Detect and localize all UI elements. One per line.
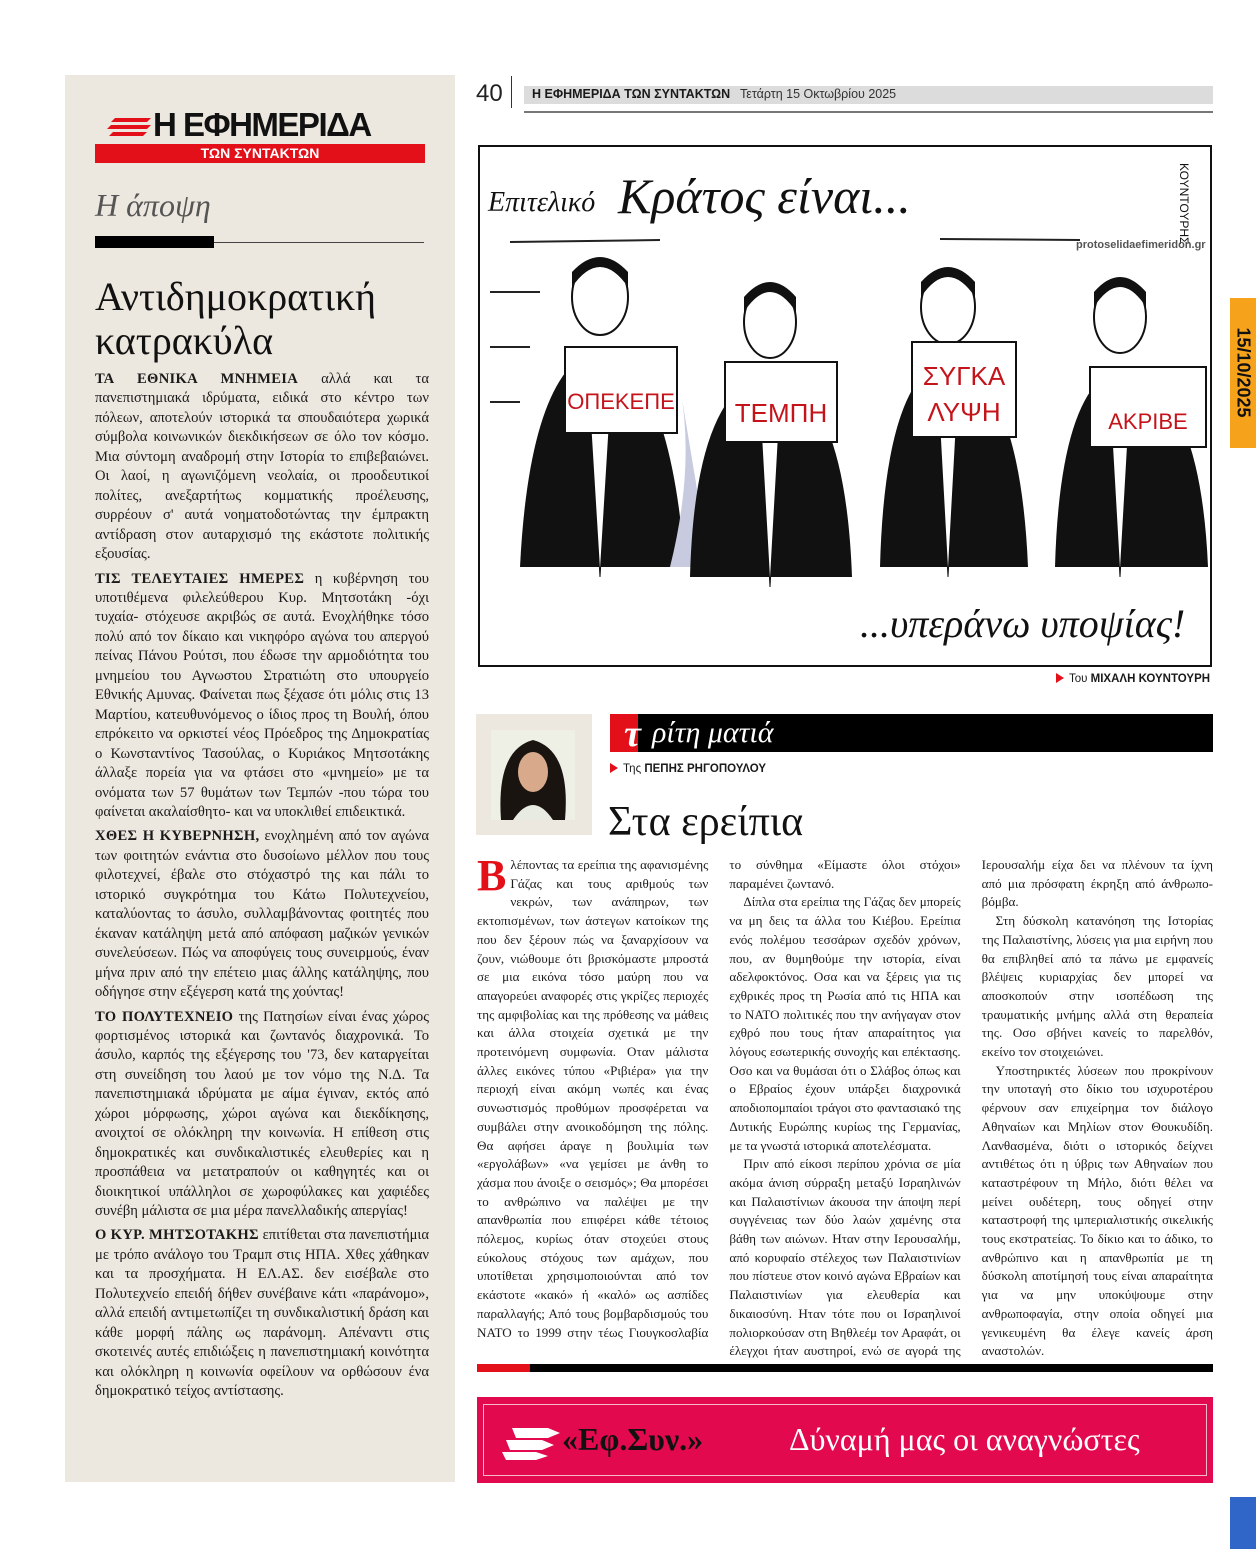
paragraph-text: λέποντας τα ερείπια της αφανισμένης Γάζας και τους αριθμούς των νεκρών, των ανάπηρων, των εκτοπισμένων, των άστεγων κατοίκων της που δεν ξέρουν πώς να ξαναρχίσουν να ζουν, νιώθουμε ότι βρισκόμαστε μπροστά σε μια εικόνα τόσο μαύρη που να απαγορεύει αναφορές στις γκρίζες περιοχές της αμφιβολίας και της πρόθεσης να μάθεις και άλλα στοιχεία σχετικά με την προτεινόμενη συμφωνία. Οταν μάλιστα άλλες εικόνες τύπου «Ριβιέρα» για την περιοχή είναι ακόμη νωπές και ένας συνωστισμός προθύμων προσφέρεται να συμβάλει στην ανοικοδόμηση της πόλης. Θα αφήσει άραγε η βουλιμία των «εργολάβων» «να γεμίσει με άνθη το χάσμα που άνοιξε ο σεισμός»; Θα μπορέσει το ανθρώπινο να παλέψει με την απανθρωπία που επιφέρει κάθε τέτοιος πόλεμος, κυρίως όταν στοχεύει στους εύκολους στόχους των αμάχων, που υποτίθεται χρησιμοποιούνται από τον εκάστοτε «κακό» ή «καλό» ως ασπίδες παραλλαγής; Από τους βομβαρδισμούς του ΝΑΤΟ το 1999 στην τέως Γιουγκοσλαβία το σύνθημα «Είμαστε όλοι στόχοι» παραμένει ζωντανό. xyxy=(477,857,961,1340)
page-number: 40 xyxy=(476,80,503,107)
article-paragraph: Στη δύσκολη κατανόηση της Ιστορίας της Παλαιστίνης, λύσεις για μια ειρήνη που θα επιβληθεί από τα πάνω με εμφανείς βλέψεις κυριαρχίας δεν μπορεί να αποσκοπούν στην ισοπέδωση της τραυματικής μνήμης αλλά στη θεραπεία της. Οσο σβήνει κανείς το παρελθόν, εκείνο τον στοιχειώνει. xyxy=(981,913,1213,1060)
article-title: Στα ερείπια xyxy=(608,799,804,845)
triangle-bullet-icon xyxy=(610,763,618,773)
date-tab xyxy=(1230,298,1256,448)
banner-frame xyxy=(483,1404,1207,1476)
paragraph-text: επιτίθεται στα πανεπιστήμια με τρόπο ανάλογο του Τραμπ στις ΗΠΑ. Χθες χάθηκαν και τα προσχήματα. Η ΕΛ.ΑΣ. δεν εισέβαλε στο Πολυτεχνείο επειδή δήθεν συνέβαινε κάτι «παράνομο», αλλά επειδή αντιμετωπίζει τη συνδικαλιστική δράση και κάθε μορφή πάλης ως παράνομη. Απέναντι στις σκοτεινές αυτές επιδιώξεις η πανεπιστημιακή κοινότητα και ολόκληρη η κοινωνία οφείλουν να ορθώσουν ένα δημοκρατικό τείχος αντίστασης. xyxy=(95,1227,430,1400)
cartoon-caption-small: Επιτελικό xyxy=(488,187,596,218)
paragraph-lead: ΤΟ ΠΟΛΥΤΕΧΝΕΙΟ xyxy=(95,1008,234,1025)
cartoon-drawing xyxy=(480,147,1210,665)
paragraph-lead: Ο ΚΥΡ. ΜΗΤΣΟΤΑΚΗΣ xyxy=(95,1227,259,1244)
article-paragraph: Πριν από είκοσι περίπου χρόνια σε μία ακόμα άνιση σύρραξη μεταξύ Ισραηλινών και Παλαιστίνιων άκουσα την άποψη περί συγγένειας των δύο λαών χαμένης στα βάθη των αιώνων. Ηταν στην Ιερουσαλήμ, από κορυφαίο στέλεχος των Παλαιστινίων που πίστευε στον κοινό αγώνα Εβραίων και Παλαιστινίων για ελευθερία και δικαιοσύνη. Ηταν τότε που οι Ισραηλινοί πολιορκούσαν στη Βηθλεέμ τον Αραφάτ, οι έλεγχοι ήταν αυστηροί, ενώ σε αγορά της Ιερουσαλήμ είχα δει να πλένουν τα ίχνη από μια πρόσφατη έκρηξη από άνθρωπο-βόμβα. xyxy=(729,857,1213,1359)
sign-text: ΛΥΨΗ xyxy=(927,397,1001,427)
editorial-paragraph xyxy=(95,827,429,1002)
column-name-initial: τ xyxy=(624,713,641,755)
sign-text: ΑΚΡΙΒΕ xyxy=(1108,409,1188,434)
article-paragraph: Υποστηρικτές λύσεων που προκρίνουν την υποταγή στο δίκιο του ισχυροτέρου φέρνουν σαν επιχείρημα τον διάλογο Αθηναίων και Μηλίων στον Θουκυδίδη. Λανθασμένα, διότι ο ιστορικός δείχνει αντιθέτως ότι η ύβρις των Αθηναίων που καταστρέφουν τη Μήλο, διότι θέλει να μείνει ουδέτερη, τους οδηγεί στην καταστροφή της ιμπεριαλιστικής σικελικής τους εκστρατείας. Το δίκιο και το άδικο, το ανθρώπινο και η απανθρωπία με τη δύσκολη αποτίμησή τους είναι απαραίτητα για να μην υποκύψουμε στην ανθρωποφαγία, στην οποία οδηγεί μια γενικευμένη θα έλεγε κανείς άρση αναστολών. xyxy=(981,1062,1213,1359)
bottom-rule-accent xyxy=(477,1364,530,1372)
byline-name: ΠΕΠΗΣ ΡΗΓΟΠΟΥΛΟΥ xyxy=(644,763,767,775)
editorial-paragraph xyxy=(95,570,429,823)
section-label: Η άποψη xyxy=(95,187,211,223)
credit-name: ΜΙΧΑΛΗ ΚΟΥΝΤΟΥΡΗ xyxy=(1090,673,1211,685)
paragraph-lead: ΧΘΕΣ Η ΚΥΒΕΡΝΗΣΗ, xyxy=(95,828,260,845)
byline xyxy=(610,763,766,775)
sign-opekepe xyxy=(565,347,677,433)
date-tab-text: 15/10/2025 xyxy=(1233,327,1254,418)
sign-akriveia xyxy=(1090,367,1206,447)
banner-slogan: Δύναμή μας οι αναγνώστες xyxy=(789,1421,1140,1457)
sign-sygkalypsi xyxy=(912,342,1016,437)
author-photo xyxy=(491,730,575,820)
editorial-paragraph xyxy=(95,1226,429,1401)
triangle-bullet-icon xyxy=(1056,673,1064,683)
sign-tempi xyxy=(725,362,837,442)
cartoon-caption-big: Κράτος είναι... xyxy=(618,168,911,224)
page-tab xyxy=(1230,1497,1256,1549)
watermark: protoselidaefimeridon.gr xyxy=(1076,239,1206,251)
paragraph-lead: ΤΙΣ ΤΕΛΕΥΤΑΙΕΣ ΗΜΕΡΕΣ xyxy=(95,570,305,587)
paragraph-text: η κυβέρνηση του υποτιθέμενα φιλελεύθερου Κυρ. Μητσοτάκη -όχι τυχαία- στόχευσε ακριβώς σε αυτά. Ενοχλήθηκε τόσο πολύ από τον δίκαιο και νικηφόρο αγώνα του απεργού πείνας Πάνου Ρούτσι, που έδωσε την αρμοδιότητα του μνημείου του Αγνωστου Στρατιώτη στο υπουργείο Εθνικής Αμυνας. Φαίνεται πως ξέχασε ότι μόλις στις 13 Μαρτίου, κατευθυνόμενος ο ίδιος προς τη Βουλή, όπου επρόκειτο να ορκιστεί νέος Πρόεδρος της Δημοκρατίας ο Κωνσταντίνος Τασούλας, ο Κυριάκος Μητσοτάκης άλλαξε πορεία για να φτάσει στο «μνημείο» με τα ονόματα των 57 θυμάτων των Τεμπών -που τώρα του φαίνεται ακαλαίσθητο- και να υποκλιθεί επιδεικτικά. xyxy=(95,570,429,820)
bottom-rule xyxy=(477,1364,1213,1372)
political-cartoon xyxy=(478,145,1212,667)
sign-text: ΤΕΜΠΗ xyxy=(734,398,828,428)
editorial-body xyxy=(95,370,429,1407)
article-paragraph: Δίπλα στα ερείπια της Γάζας δεν μπορείς να μη δεις τα άλλα του Κιέβου. Ερείπια ενός πολέμου τεσσάρων σχεδόν χρόνων, που, αν θυμηθούμε την ιστορία, είναι αδελφοκτόνος. Οσα και να ξέρεις για τις εχθρικές προς τη Ρωσία από τις ΗΠΑ και το ΝΑΤΟ πολιτικές που την ανήγαγαν στον εχθρό που τους ήταν απαραίτητος για λόγους εσωτερικής συνοχής και επέκτασης. Οσο και να θυμάσαι ότι ο Σλάβος όπως και ο Εβραίος έχουν υπάρξει διαχρονικά αποδιοπομπαίοι τράγοι στο φαντασιακό της Δυτικής Ευρώπης κυρίως της Γερμανίας, με τα γνωστά ιστορικά αποτελέσματα. xyxy=(729,894,961,1153)
paragraph-text: ενοχλημένη από τον αγώνα των φοιτητών ενάντια στο δυσοίωνο μέλλον που τους φιλοτεχνεί, έβαλε στο στόχαστρό της και πάλι το ιστορικό συγκρότημα του Κάτω Πολυτεχνείου, καταλύοντας το άσυλο, συλλαμβάνοντας φοιτητές που έκαναν κατάληψη μετά από απόφαση μαζικών γενικών συνελεύσεων. Πώς να αποφύγεις τους συνειρμούς, έναν μήνα πριν από την επέτειο μιας άλλης κατάληψης, που οδήγησε στην εξέγερση κατά της χούντας! xyxy=(95,828,429,1001)
credit-prefix: Του xyxy=(1069,673,1088,685)
cartoon-credit xyxy=(1056,673,1210,685)
cartoon-caption-bottom: ...υπεράνω υποψίας! xyxy=(860,601,1186,646)
cartoon-signature: ΚΟΥΝΤΟΥΡΗΣ xyxy=(1177,163,1191,245)
header-paper-name: Η ΕΦΗΜΕΡΙΔΑ ΤΩΝ ΣΥΝΤΑΚΤΩΝ xyxy=(532,87,731,101)
paragraph-text: αλλά και τα πανεπιστημιακά ιδρύματα, ειδικά στο κέντρο των πόλεων, αποτελούν ιστορικά τα σπουδαιότερα χωρικά σύμβολα κοινωνικών διεκδικήσεων σε όλο τον κόσμο. Μια σύντομη αναδρομή στην Ιστορία το επιβεβαιώνει. Οι λαοί, η αγωνιζόμενη νεολαία, οι προοδευτικοί πολίτες, ανεξαρτήτως κομματικής προέλευσης, συρρέουν σ' αυτά νοηματοδοτώντας την έμπρακτη αντίδραση στον αυταρχισμό της εκάστοτε πολιτικής εξουσίας. xyxy=(95,371,429,563)
sign-text: ΟΠΕΚΕΠΕ xyxy=(567,389,675,414)
section-rule-thin xyxy=(214,242,424,243)
editorial-paragraph xyxy=(95,370,429,565)
byline-prefix: Της xyxy=(623,763,642,775)
editorial-title: Αντιδημοκρατική κατρακύλα xyxy=(95,274,377,363)
header-rule xyxy=(524,111,1213,113)
banner-brand: «Εφ.Συν.» xyxy=(562,1421,704,1457)
paragraph-lead: ΤΑ ΕΘΝΙΚΑ ΜΝΗΜΕΙΑ xyxy=(95,371,299,387)
editorial-paragraph xyxy=(95,1008,429,1222)
logo-main-text: Η ΕΦΗΜΕΡΙΔΑ xyxy=(153,106,371,143)
promo-banner[interactable] xyxy=(477,1397,1213,1483)
divider xyxy=(511,76,512,108)
paragraph-text: της Πατησίων είναι ένας χώρος φορτισμένος ιστορικά και ζωντανός διαχρονικά. Το άσυλο, καρπός της εξέγερσης του '73, δεν καταργείται στη συνείδηση του λαού με τον νόμο της Ν.Δ. Τα πανεπιστημιακά ιδρύματα με αίμα έγιναν, εκτός από χώροι μόρφωσης, χώροι αγώνα και διεκδίκησης, ανοιχτοί σε ολόκληρη την κοινωνία. Η επίθεση στις δημοκρατικές και συνδικαλιστικές ελευθερίες και η προσπάθεια να μετατραπούν οι καθηγητές και οι διοικητικοί υπάλληλοι σε χωροφύλακες και χαφιέδες συνέβη μάλιστα σε μια μέρα πανελλαδικής απεργίας! xyxy=(95,1008,429,1220)
drop-cap: Β xyxy=(477,851,507,900)
speed-lines-icon xyxy=(107,116,151,138)
editorial-sidebar xyxy=(65,75,455,1482)
newspaper-logo xyxy=(95,108,425,164)
logo-sub-text: ΤΩΝ ΣΥΝΤΑΚΤΩΝ xyxy=(95,144,425,163)
section-rule xyxy=(95,236,214,248)
column-name: ρίτη ματιά xyxy=(652,716,774,749)
header-date: Τετάρτη 15 Οκτωβρίου 2025 xyxy=(740,87,897,101)
fountain-pens-icon xyxy=(502,1425,562,1461)
sign-text: ΣΥΓΚΑ xyxy=(922,361,1006,391)
author-photo-frame xyxy=(476,714,592,835)
article-body xyxy=(477,851,1213,1361)
